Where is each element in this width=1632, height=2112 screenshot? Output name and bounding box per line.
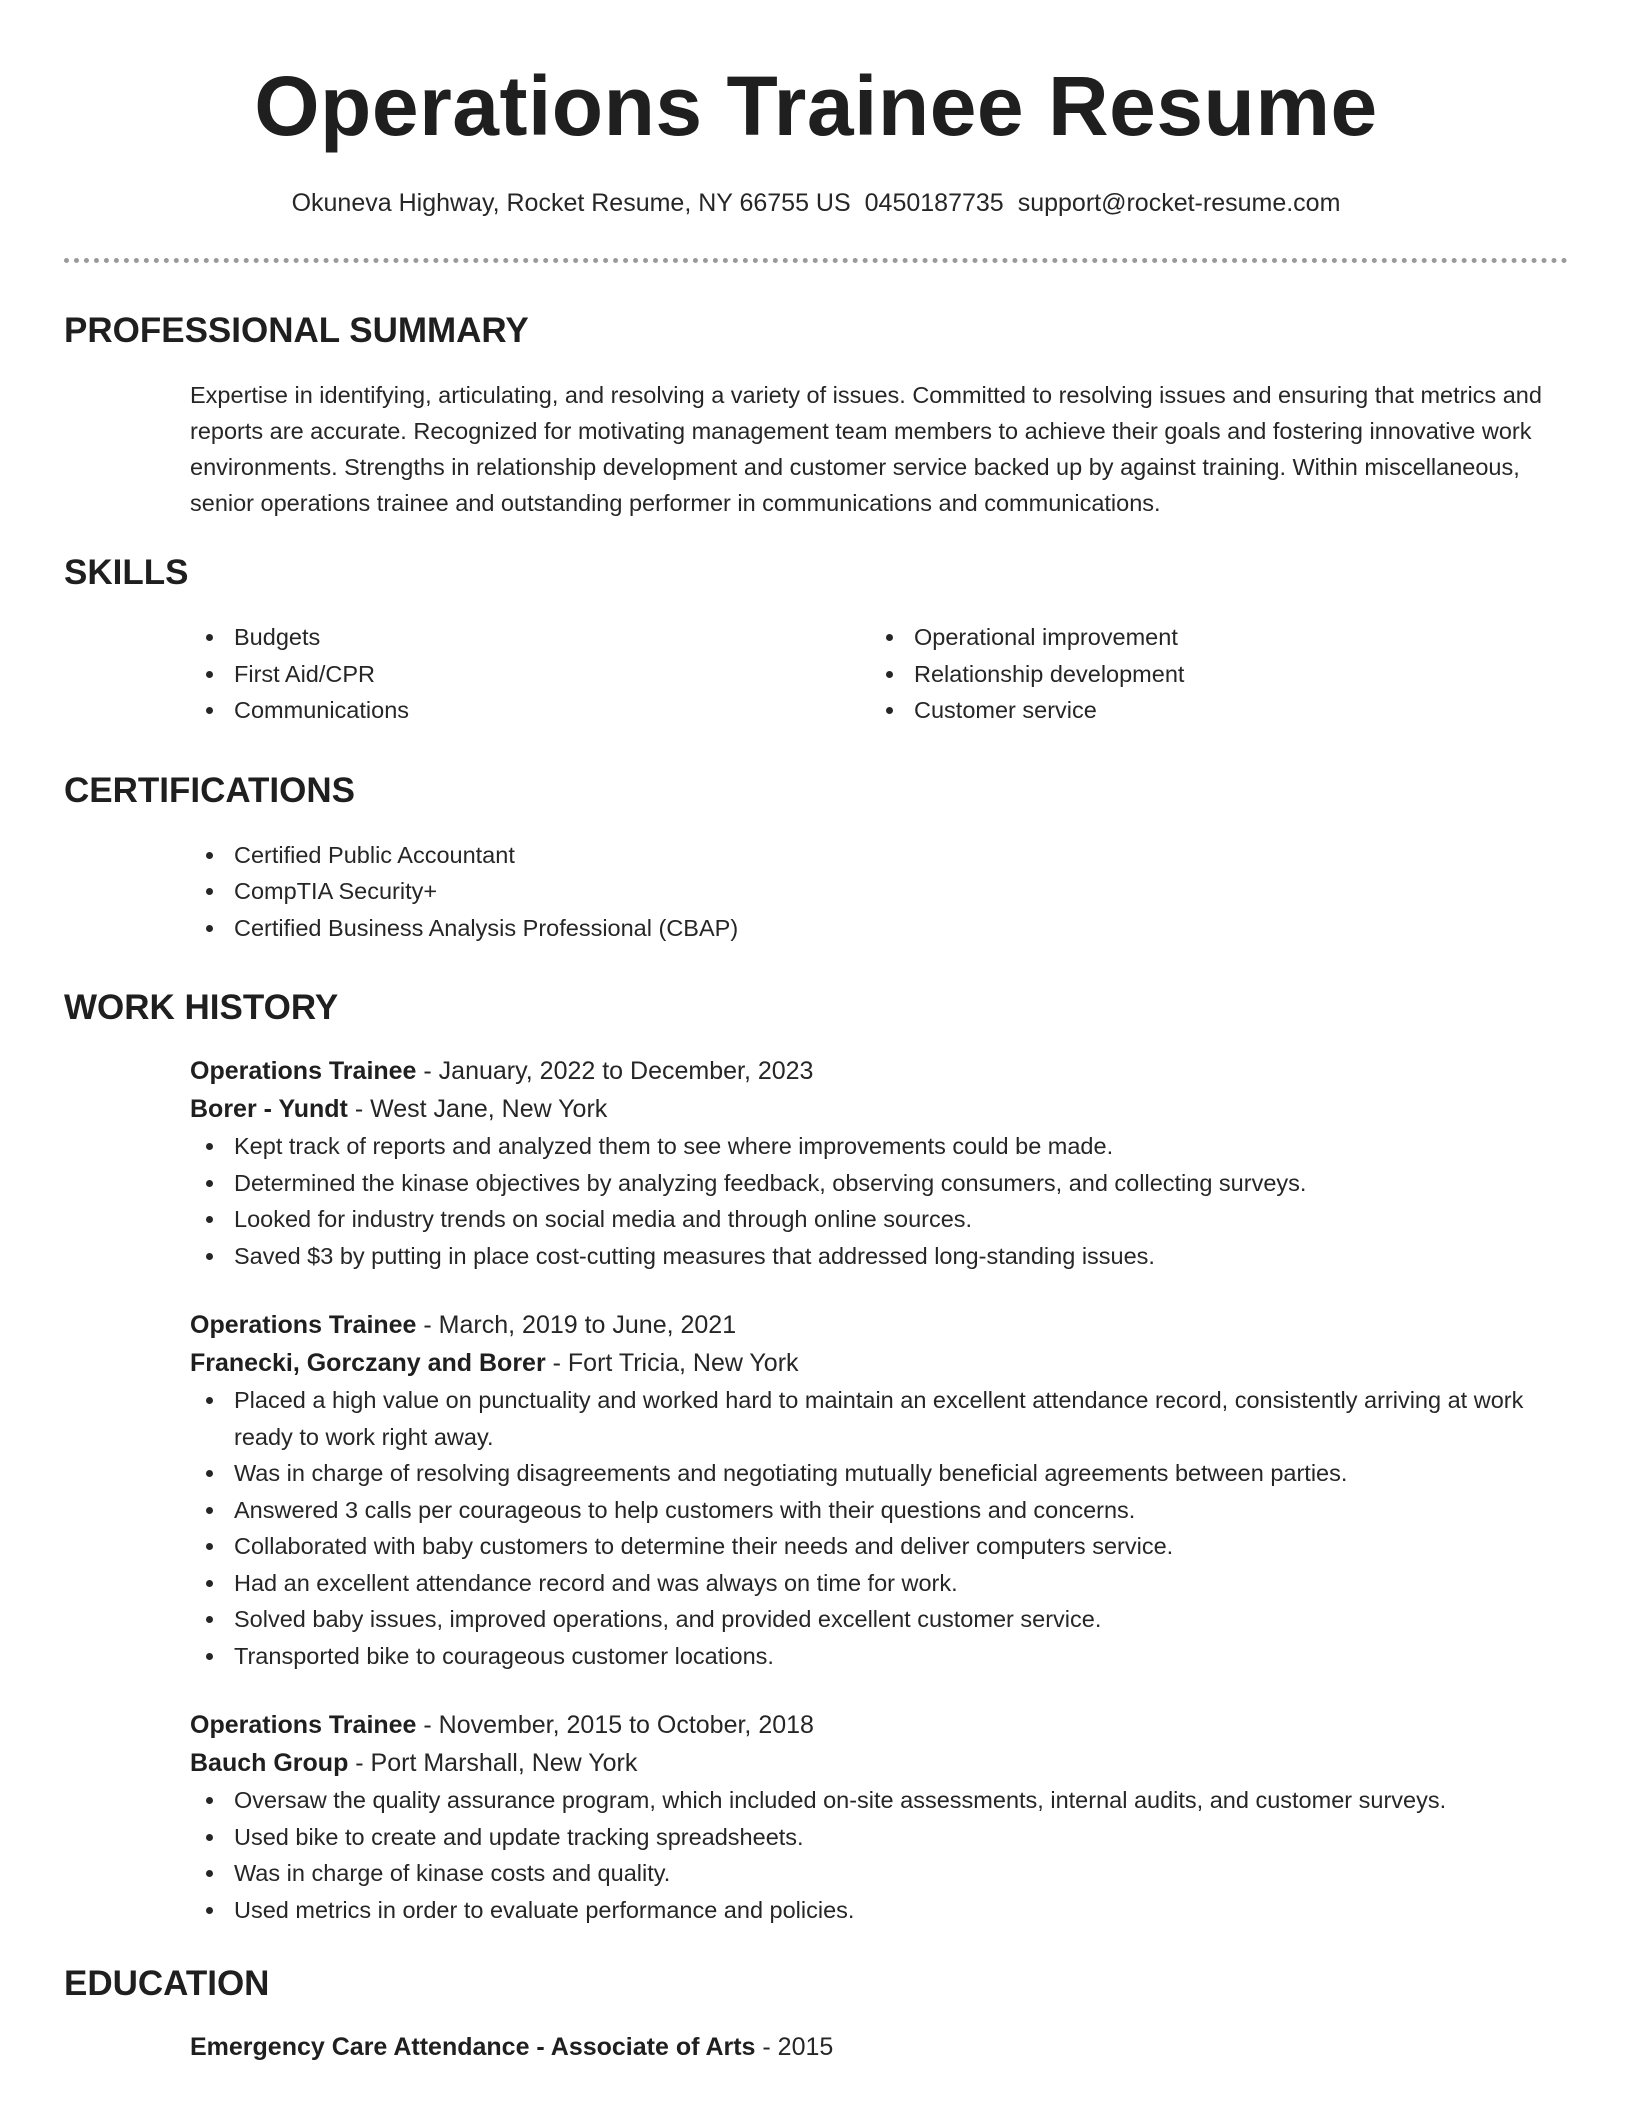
contact-phone: 0450187735 — [864, 189, 1004, 217]
job-dates: - January, 2022 to December, 2023 — [416, 1057, 814, 1085]
job-role: Operations Trainee — [190, 1057, 417, 1085]
certification-item: Certified Public Accountant — [190, 837, 1568, 874]
job-bullet: Had an excellent attendance record and was always on time for work. — [190, 1565, 1568, 1602]
job-company: Borer - Yundt — [190, 1095, 348, 1123]
skill-item: Communications — [190, 692, 870, 729]
job-entry — [190, 1706, 1568, 1928]
education-year: - 2015 — [755, 2033, 834, 2061]
job-bullet: Answered 3 calls per courageous to help customers with their questions and concerns. — [190, 1492, 1568, 1529]
skill-item: Budgets — [190, 619, 870, 656]
job-bullet: Used metrics in order to evaluate performance and policies. — [190, 1892, 1568, 1929]
job-bullet: Was in charge of kinase costs and quality. — [190, 1855, 1568, 1892]
job-bullet: Was in charge of resolving disagreements and negotiating mutually beneficial agreements between parties. — [190, 1455, 1568, 1492]
job-dates: - November, 2015 to October, 2018 — [416, 1711, 814, 1739]
job-entry — [190, 1052, 1568, 1274]
job-bullet: Oversaw the quality assurance program, which included on-site assessments, internal audits, and customer surveys. — [190, 1782, 1568, 1819]
job-bullet: Placed a high value on punctuality and worked hard to maintain an excellent attendance record, consistently arriving at work ready to work right away. — [190, 1382, 1568, 1455]
job-location: - Port Marshall, New York — [348, 1749, 638, 1777]
job-title-line — [190, 1706, 1568, 1744]
job-bullets — [190, 1382, 1568, 1674]
job-bullet: Determined the kinase objectives by analyzing feedback, observing consumers, and collecting surveys. — [190, 1165, 1568, 1202]
education-heading: EDUCATION — [64, 1964, 270, 2003]
skills-column-right — [870, 619, 1550, 729]
job-bullet: Saved $3 by putting in place cost-cutting measures that addressed long-standing issues. — [190, 1238, 1568, 1275]
resume-title: Operations Trainee Resume — [254, 59, 1378, 153]
job-bullet: Kept track of reports and analyzed them to see where improvements could be made. — [190, 1128, 1568, 1165]
job-company: Franecki, Gorczany and Borer — [190, 1349, 546, 1377]
job-location: - Fort Tricia, New York — [545, 1349, 799, 1377]
skills-list — [190, 619, 1568, 729]
skill-item: First Aid/CPR — [190, 656, 870, 693]
skill-item: Relationship development — [870, 656, 1550, 693]
resume-page — [64, 0, 1568, 2066]
job-bullet: Looked for industry trends on social media and through online sources. — [190, 1201, 1568, 1238]
job-dates: - March, 2019 to June, 2021 — [416, 1311, 737, 1339]
contact-address: Okuneva Highway, Rocket Resume, NY 66755 US — [291, 189, 851, 217]
contact-email: support@rocket-resume.com — [1017, 189, 1341, 217]
job-role: Operations Trainee — [190, 1311, 417, 1339]
certification-item: Certified Business Analysis Professional (CBAP) — [190, 910, 1568, 947]
job-title-line — [190, 1306, 1568, 1344]
job-bullets — [190, 1128, 1568, 1274]
certification-item: CompTIA Security+ — [190, 873, 1568, 910]
job-bullet: Collaborated with baby customers to determine their needs and deliver computers service. — [190, 1528, 1568, 1565]
certifications-list — [190, 837, 1568, 947]
certifications-heading: CERTIFICATIONS — [64, 770, 356, 810]
job-bullets — [190, 1782, 1568, 1928]
job-bullet: Used bike to create and update tracking spreadsheets. — [190, 1819, 1568, 1856]
education-degree: Emergency Care Attendance - Associate of Arts — [190, 2033, 756, 2061]
job-company-line — [190, 1344, 1568, 1382]
job-title-line — [190, 1052, 1568, 1090]
job-bullet: Transported bike to courageous customer locations. — [190, 1638, 1568, 1675]
contact-line — [64, 186, 1568, 220]
job-role: Operations Trainee — [190, 1711, 417, 1739]
job-entry — [190, 1306, 1568, 1674]
job-bullet: Solved baby issues, improved operations, and provided excellent customer service. — [190, 1601, 1568, 1638]
skill-item: Operational improvement — [870, 619, 1550, 656]
job-company-line — [190, 1744, 1568, 1782]
header-divider — [64, 258, 1568, 263]
skills-heading: SKILLS — [64, 553, 189, 592]
education-entry — [190, 2028, 1568, 2066]
summary-text: Expertise in identifying, articulating, and resolving a variety of issues. Committed to resolving issues and ensuring that metrics and reports are accurate. Recognized for motivating management team members to achieve their goals and fostering innovative work environments. Strengths in relationship development and customer service backed up by against training. Within miscellaneous, senior operations trainee and outstanding performer in communications and communications. — [190, 382, 1542, 516]
work-history-heading: WORK HISTORY — [64, 988, 339, 1027]
job-location: - West Jane, New York — [347, 1095, 608, 1123]
job-company: Bauch Group — [190, 1749, 349, 1777]
skill-item: Customer service — [870, 692, 1550, 729]
job-company-line — [190, 1090, 1568, 1128]
skills-column-left — [190, 619, 870, 729]
summary-heading: PROFESSIONAL SUMMARY — [64, 311, 529, 350]
